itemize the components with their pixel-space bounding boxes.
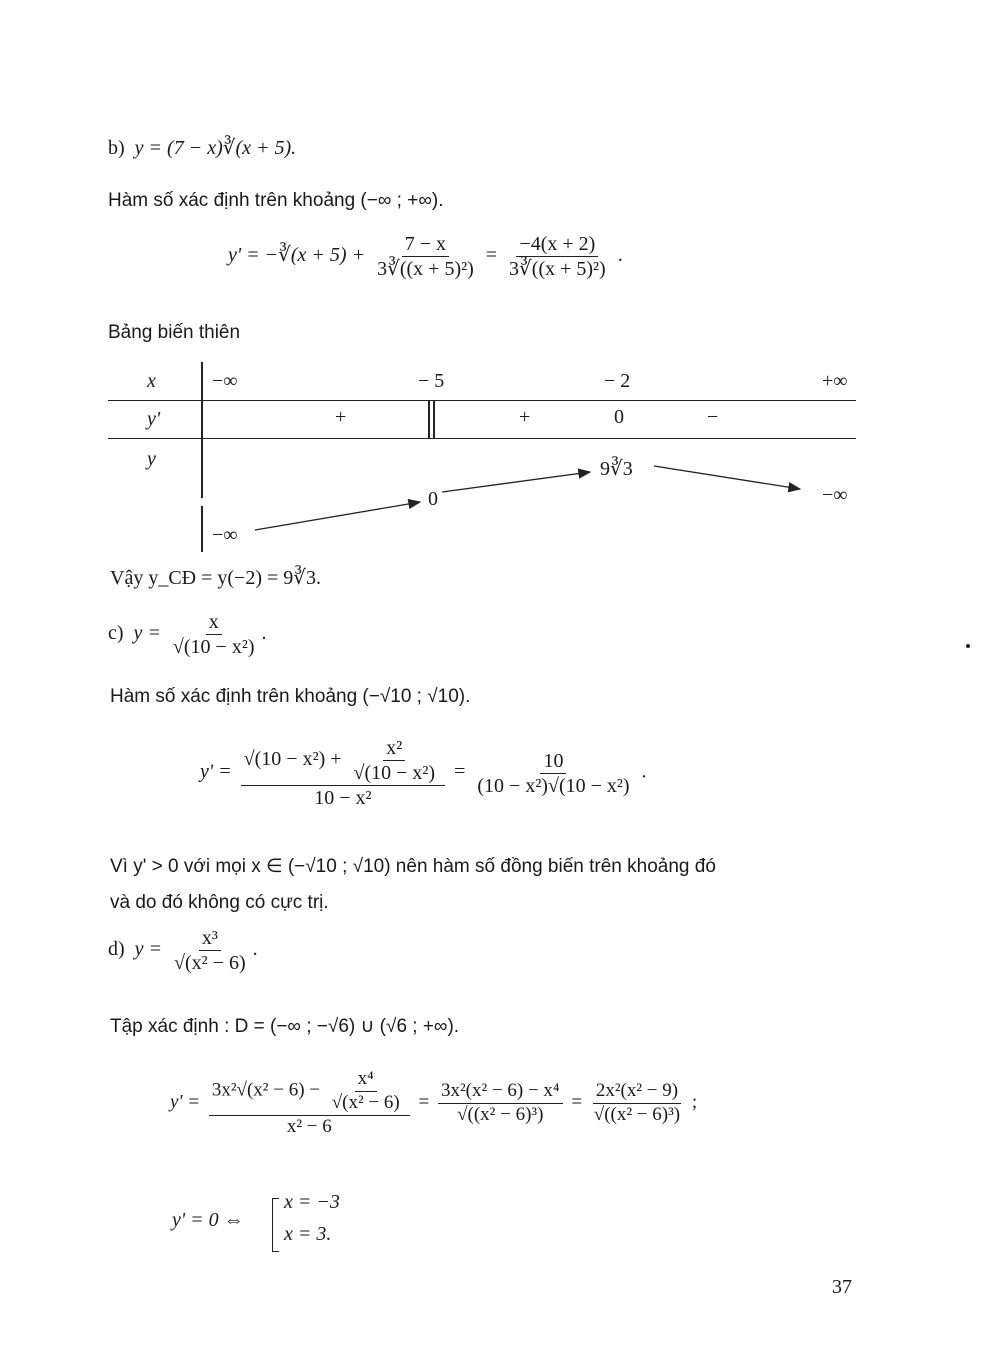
part-c-function: c) y = $\frac{x}{\text{√(10 − x²)}}$ . (108, 611, 267, 658)
case-bracket (272, 1198, 273, 1252)
part-b-domain: Hàm số xác định trên khoảng (−∞ ; +∞). (108, 190, 444, 211)
part-d-domain: Tập xác định : D = (−∞ ; −√6) ∪ (√6 ; +∞). (110, 1016, 460, 1037)
fraction: $\frac{\text{x⁴}}{\text{√(x² − 6)}}$ (331, 1068, 400, 1113)
fraction: $\frac{\text{x²}}{\text{√(10 − x²)}}$ (353, 737, 436, 784)
fraction: $\frac{\text{x³}}{\text{√(x² − 6)}}$ (174, 927, 246, 974)
y-value: 0 (428, 488, 438, 510)
y-value: −∞ (212, 524, 238, 546)
table-title: Bảng biến thiên (108, 322, 241, 343)
yprime-sign: + (335, 406, 347, 428)
part-d-derivative: y' = 3x²√(x² − 6) − $\frac{\text{x⁴}}{\text{√(x² − 6)}}$ x² − 6 = $\frac{\text{3x²(x² − 6) − x⁴}}{\text{√((x² − 6)³)}}$ = $\frac{\text{2x²(x² − 9)}}{\text{√((x² − 6)³)}}$ ; (170, 1068, 698, 1137)
increase-arrow (442, 472, 590, 492)
row-label-x: x (147, 370, 156, 392)
fraction: $\frac{-4(x + 2)}{\text{3∛((x + 5)²)}}$ (509, 233, 606, 280)
x-value: +∞ (822, 370, 848, 392)
row-label-yprime: y' (147, 408, 161, 430)
textbook-page: b) y = (7 − x)∛(x + 5). Hàm số xác định trên khoảng (−∞ ; +∞). y' = −∛(x + 5) + $\frac{7 - x}{\text{3∛((x + 5)²)}}$ = $\frac{-4(x + 2)}{\text{3∛((x + 5)²)}}$ . Bảng biến thiên x y' y −∞ − 5 − 2 +∞ + + 0 − 9∛3 0 −∞ −∞ Vậy y_CĐ = y(−2) = 9∛3. c) y = $\frac{x}{\text{√(10 − x²)}}$ . Hàm số xác định trên khoảng (−√10 ; √10). y' = √(10 − x²) + $\frac{\text{x²}}{\text{√(10 − x²)}}$ 10 − x² = $\frac{10}{\text{(10 − x²)√(10 − x²)}}$ . Vì y' > 0 với mọi x ∈ (−√10 ; √10) nên hàm số đồng biến trên khoảng đó và do đó không có cực trị. d) y = $\frac{\text{x³}}{\text{√(x² − 6)}}$ . Tập xác định : D = (−∞ ; −√6) ∪ (√6 ; +∞). y' = 3x²√(x² − 6) − $\frac{\text{x⁴}}{\text{√(x² − 6)}}$ x² − 6 = $\frac{\text{3x²(x² − 6) − x⁴}}{\text{√((x² − 6)³)}}$ = $\frac{\text{2x²(x² − 9)}}{\text{√((x² − 6)³)}}$ ; y' = 0 ⇔ x = −3 x = 3. 37 (0, 0, 988, 1366)
yprime-sign: 0 (614, 406, 624, 428)
fraction: $\frac{\text{2x²(x² − 9)}}{\text{√((x² − 6)³)}}$ (593, 1079, 681, 1125)
part-b-function-text: y = (7 − x)∛(x + 5). (134, 137, 297, 159)
page-number: 37 (832, 1276, 852, 1298)
part-b-heading: b) (108, 137, 125, 159)
part-c-domain: Hàm số xác định trên khoảng (−√10 ; √10). (110, 686, 471, 707)
decrease-arrow (654, 466, 800, 489)
part-b-conclusion: Vậy y_CĐ = y(−2) = 9∛3. (110, 567, 322, 589)
fraction: $\frac{x}{\text{√(10 − x²)}}$ (172, 611, 255, 658)
part-c-note-line1: Vì y' > 0 với mọi x ∈ (−√10 ; √10) nên hàm số đồng biến trên khoảng đó (110, 856, 716, 877)
y-value: −∞ (822, 484, 848, 506)
case-bracket (272, 1251, 279, 1252)
part-c-derivative: y' = √(10 − x²) + $\frac{\text{x²}}{\text{√(10 − x²)}}$ 10 − x² = $\frac{10}{\text{(10 − x²)√(10 − x²)}}$ . (200, 737, 647, 809)
fraction: $\frac{7 - x}{\text{3∛((x + 5)²)}}$ (377, 233, 474, 280)
case-bracket (272, 1198, 279, 1199)
yprime-sign: − (707, 406, 719, 428)
fraction: $\frac{\text{3x²(x² − 6) − x⁴}}{\text{√((x² − 6)³)}}$ (438, 1080, 563, 1127)
variation-arrows (0, 0, 988, 600)
stray-dot (966, 644, 970, 648)
yprime-sign: + (519, 406, 531, 428)
part-c-note-line2: và do đó không có cực trị. (110, 892, 329, 913)
row-label-y: y (147, 448, 156, 470)
fraction: $\frac{10}{\text{(10 − x²)√(10 − x²)}}$ (477, 749, 630, 797)
x-value: −∞ (212, 370, 238, 392)
part-b-derivative: y' = −∛(x + 5) + $\frac{7 - x}{\text{3∛((x + 5)²)}}$ = $\frac{-4(x + 2)}{\text{3∛((x + 5)²)}}$ . (228, 233, 623, 280)
compound-fraction: √(10 − x²) + $\frac{\text{x²}}{\text{√(10 − x²)}}$ 10 − x² (241, 736, 445, 810)
part-d-function: d) y = $\frac{\text{x³}}{\text{√(x² − 6)}}$ . (108, 927, 258, 974)
compound-fraction: 3x²√(x² − 6) − $\frac{\text{x⁴}}{\text{√(x² − 6)}}$ x² − 6 (209, 1068, 410, 1138)
x-value: − 2 (604, 370, 631, 392)
y-value: 9∛3 (600, 458, 633, 480)
x-value: − 5 (418, 370, 445, 392)
increase-arrow (255, 502, 420, 530)
